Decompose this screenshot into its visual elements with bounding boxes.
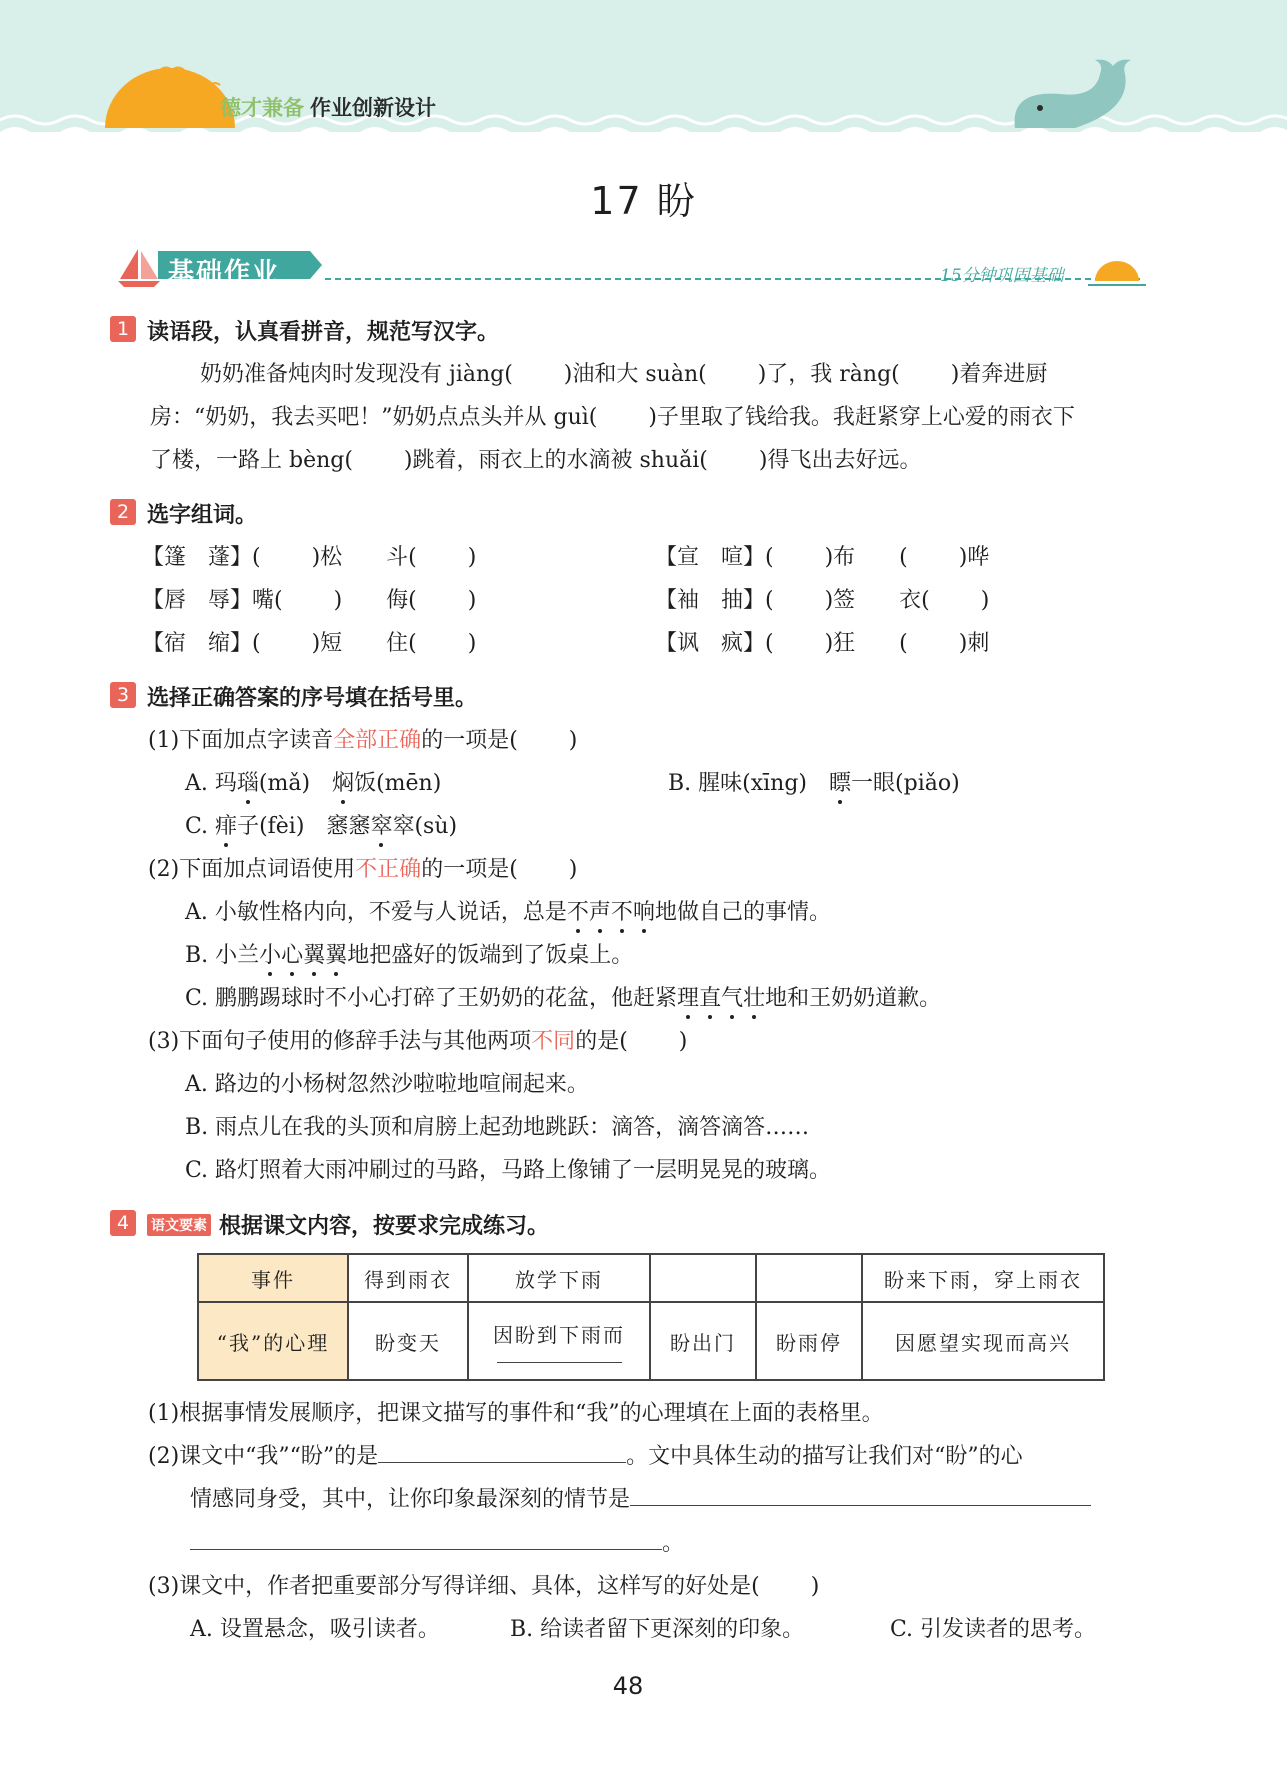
- word-group-row: 【宣 喧】( )布 ( )哗: [655, 545, 990, 570]
- question-number: 1: [110, 316, 136, 342]
- passage-line: 奶奶准备炖肉时发现没有 jiàng( )油和大 suàn( )了，我 ràng( )着奔进厨: [200, 362, 1048, 387]
- header-banner: [0, 0, 1287, 150]
- cell-text: 因盼到下雨而: [493, 1323, 625, 1347]
- sub-question-2-cont: 。: [190, 1526, 684, 1557]
- word-group-row: 【袖 抽】( )签 衣( ): [655, 588, 990, 613]
- option-a[interactable]: A. 路边的小杨树忽然沙啦啦地喧闹起来。: [185, 1072, 589, 1097]
- table-cell: 盼变天: [348, 1302, 468, 1380]
- answer-blank[interactable]: [378, 1440, 626, 1463]
- sub-question-2: (2)课文中“我”“盼”的是 。文中具体生动的描写让我们对“盼”的心: [148, 1439, 1023, 1470]
- option-a[interactable]: A. 小敏性格内向，不爱与人说话，总是不声不响地做自己的事情。: [185, 895, 831, 926]
- question-number: 2: [110, 499, 136, 525]
- table-cell[interactable]: [468, 1302, 650, 1380]
- table-row: [198, 1302, 1104, 1380]
- table-cell: 事件: [198, 1254, 348, 1302]
- passage-line: 房：“奶奶，我去买吧！”奶奶点点头并从 guì( )子里取了钱给我。我赶紧穿上心爱的雨衣下: [150, 405, 1075, 430]
- option-b[interactable]: B. 小兰小心翼翼地把盛好的饭端到了饭桌上。: [185, 938, 633, 969]
- word-group-row: 【篷 蓬】( )松 斗( ): [142, 545, 477, 570]
- table-cell: 放学下雨: [468, 1254, 650, 1302]
- table-cell: 得到雨衣: [348, 1254, 468, 1302]
- table-row: [198, 1254, 1104, 1302]
- question-title: 选字组词。: [147, 503, 258, 528]
- tag-badge: 语文要素: [147, 1214, 211, 1236]
- word-group-row: 【唇 辱】嘴( ) 侮( ): [142, 588, 477, 613]
- option-b[interactable]: B. 雨点儿在我的头顶和肩膀上起劲地跳跃：滴答，滴答滴答……: [185, 1115, 810, 1140]
- sub-question-2-cont: 情感同身受，其中，让你印象最深刻的情节是: [190, 1482, 1091, 1513]
- events-table: [197, 1253, 1105, 1381]
- word-group-row: 【讽 疯】( )狂 ( )刺: [655, 631, 990, 656]
- word-group-row: 【宿 缩】( )短 住( ): [142, 631, 477, 656]
- question-title: 读语段，认真看拼音，规范写汉字。: [147, 320, 500, 345]
- option-c[interactable]: C. 鹏鹏踢球时不小心打碎了王奶奶的花盆，他赶紧理直气壮地和王奶奶道歉。: [185, 981, 941, 1012]
- answer-blank[interactable]: [497, 1362, 622, 1363]
- section-label: 基础作业: [168, 258, 281, 288]
- brand: [220, 92, 436, 122]
- option-b[interactable]: B. 给读者留下更深刻的印象。: [510, 1617, 805, 1642]
- option-c[interactable]: C. 引发读者的思考。: [890, 1617, 1097, 1642]
- sub-question-1: (1)下面加点字读音全部正确的一项是( ): [148, 728, 578, 753]
- table-cell: “我”的心理: [198, 1302, 348, 1380]
- question-title: 选择正确答案的序号填在括号里。: [147, 686, 478, 711]
- table-cell-blank[interactable]: [650, 1254, 756, 1302]
- option-a[interactable]: A. 玛瑙(mǎ) 焖饭(mēn): [185, 766, 441, 797]
- table-cell: 盼雨停: [756, 1302, 862, 1380]
- brand-dark: 作业创新设计: [310, 96, 436, 120]
- sub-question-3: (3)课文中，作者把重要部分写得详细、具体，这样写的好处是( ): [148, 1574, 820, 1599]
- table-cell: 因愿望实现而高兴: [862, 1302, 1104, 1380]
- question-number: 3: [110, 682, 136, 708]
- sub-question-2: (2)下面加点词语使用不正确的一项是( ): [148, 857, 578, 882]
- question-title: 语文要素 根据课文内容，按要求完成练习。: [147, 1209, 549, 1240]
- sub-question-3: (3)下面句子使用的修辞手法与其他两项不同的是( ): [148, 1029, 688, 1054]
- lesson-title: 17 盼: [590, 179, 697, 223]
- option-c[interactable]: C. 痱子(fèi) 窸窸窣窣(sù): [185, 809, 457, 840]
- option-b[interactable]: B. 腥味(xīng) 瞟一眼(piǎo): [668, 766, 960, 797]
- sub-question-1: (1)根据事情发展顺序，把课文描写的事件和“我”的心理填在上面的表格里。: [148, 1401, 884, 1426]
- table-cell-blank[interactable]: [756, 1254, 862, 1302]
- answer-blank[interactable]: [190, 1527, 662, 1550]
- table-cell: 盼出门: [650, 1302, 756, 1380]
- answer-blank[interactable]: [630, 1483, 1091, 1506]
- option-c[interactable]: C. 路灯照着大雨冲刷过的马路，马路上像铺了一层明晃晃的玻璃。: [185, 1158, 832, 1183]
- sunset-icon: [1088, 261, 1146, 285]
- passage-line: 了楼，一路上 bèng( )跳着，雨衣上的水滴被 shuǎi( )得飞出去好远。: [150, 448, 922, 473]
- option-a[interactable]: A. 设置悬念，吸引读者。: [190, 1617, 440, 1642]
- brand-green: 德才兼备: [220, 96, 304, 120]
- table-cell: 盼来下雨，穿上雨衣: [862, 1254, 1104, 1302]
- sailboat-icon: [118, 249, 160, 287]
- section-tagline: 15分钟巩固基础: [940, 266, 1064, 286]
- page-number: 48: [612, 1672, 644, 1700]
- question-number: 4: [110, 1210, 136, 1236]
